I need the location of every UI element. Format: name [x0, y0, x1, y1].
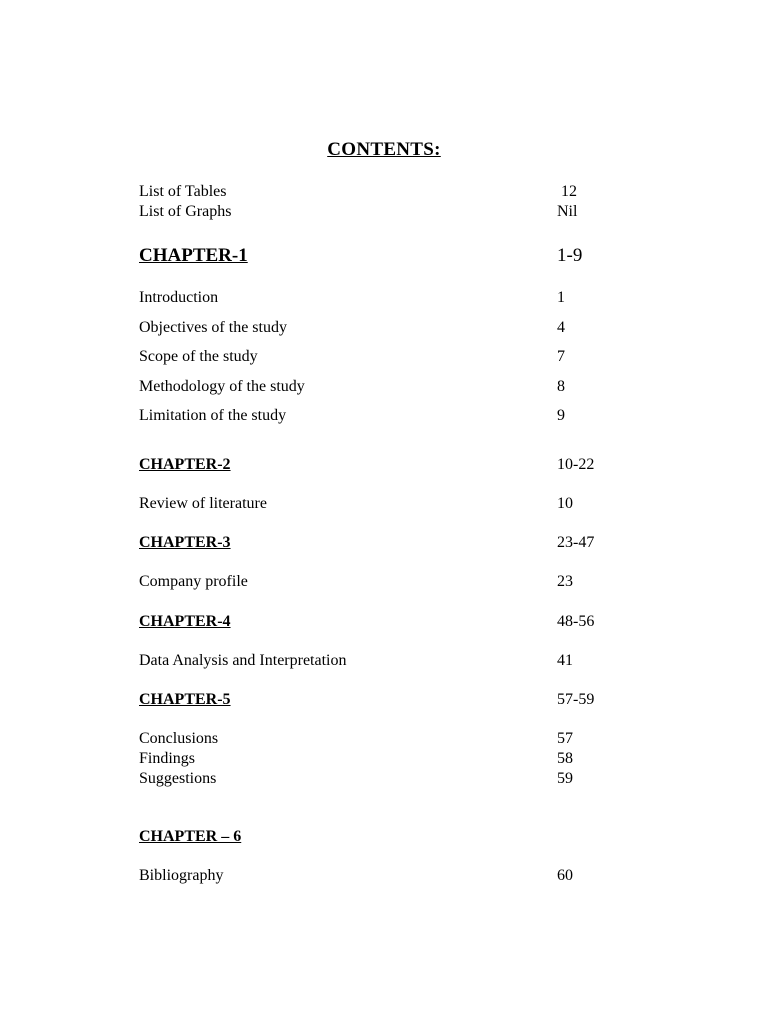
toc-entry-label: List of Tables: [139, 183, 227, 200]
chapter-label: CHAPTER-1: [139, 245, 248, 266]
toc-entry-label: Introduction: [139, 289, 219, 306]
toc-entry-page: 7: [557, 348, 565, 365]
toc-entry-label: Methodology of the study: [139, 378, 305, 395]
chapter-page-range: 57-59: [557, 691, 595, 708]
toc-entry-page: 9: [557, 407, 565, 424]
toc-entry-page: 10: [557, 495, 573, 512]
toc-entry: [0, 376, 768, 398]
chapter-heading-2: [0, 454, 768, 476]
chapter-label: CHAPTER – 6: [139, 828, 242, 845]
chapter-label: CHAPTER-3: [139, 534, 231, 551]
toc-entry-list-of-graphs: [0, 201, 768, 223]
toc-entry: [0, 650, 768, 672]
toc-entry-page: Nil: [557, 203, 578, 220]
toc-entry: [0, 405, 768, 427]
toc-entry: [0, 748, 768, 770]
toc-entry-page: 58: [557, 750, 573, 767]
toc-entry: [0, 287, 768, 309]
toc-entry-page: 12: [557, 183, 577, 200]
toc-entry-page: 1: [557, 289, 565, 306]
toc-entry-label: Scope of the study: [139, 348, 258, 365]
toc-entry-label: Limitation of the study: [139, 407, 287, 424]
page-title: CONTENTS:: [327, 139, 441, 160]
toc-entry-label: Company profile: [139, 573, 248, 590]
toc-entry-page: 23: [557, 573, 573, 590]
chapter-label: CHAPTER-4: [139, 613, 231, 630]
toc-entry: [0, 317, 768, 339]
toc-entry-page: 59: [557, 770, 573, 787]
toc-entry-label: Conclusions: [139, 730, 219, 747]
toc-entry: [0, 571, 768, 593]
chapter-heading-1: [0, 243, 768, 269]
toc-entry-label: Suggestions: [139, 770, 217, 787]
chapter-heading-6: [0, 826, 768, 848]
chapter-page-range: 10-22: [557, 456, 595, 473]
chapter-page-range: 1-9: [557, 245, 583, 266]
toc-entry-label: Objectives of the study: [139, 319, 287, 336]
chapter-label: CHAPTER-5: [139, 691, 231, 708]
toc-entry-page: 60: [557, 867, 573, 884]
toc-entry: [0, 728, 768, 750]
toc-entry-page: 57: [557, 730, 573, 747]
toc-entry-list-of-tables: [0, 181, 768, 203]
toc-entry: [0, 346, 768, 368]
chapter-heading-3: [0, 532, 768, 554]
toc-entry-page: 8: [557, 378, 565, 395]
toc-entry: [0, 768, 768, 790]
chapter-page-range: 48-56: [557, 613, 595, 630]
toc-entry-page: 41: [557, 652, 573, 669]
toc-entry: [0, 493, 768, 515]
toc-entry-label: Review of literature: [139, 495, 267, 512]
toc-entry: [0, 865, 768, 887]
toc-entry-label: Findings: [139, 750, 196, 767]
toc-entry-label: Data Analysis and Interpretation: [139, 652, 347, 669]
toc-entry-label: Bibliography: [139, 867, 224, 884]
toc-entry-label: List of Graphs: [139, 203, 232, 220]
chapter-heading-4: [0, 611, 768, 633]
toc-entry-page: 4: [557, 319, 565, 336]
chapter-heading-5: [0, 689, 768, 711]
chapter-page-range: 23-47: [557, 534, 595, 551]
chapter-label: CHAPTER-2: [139, 456, 231, 473]
